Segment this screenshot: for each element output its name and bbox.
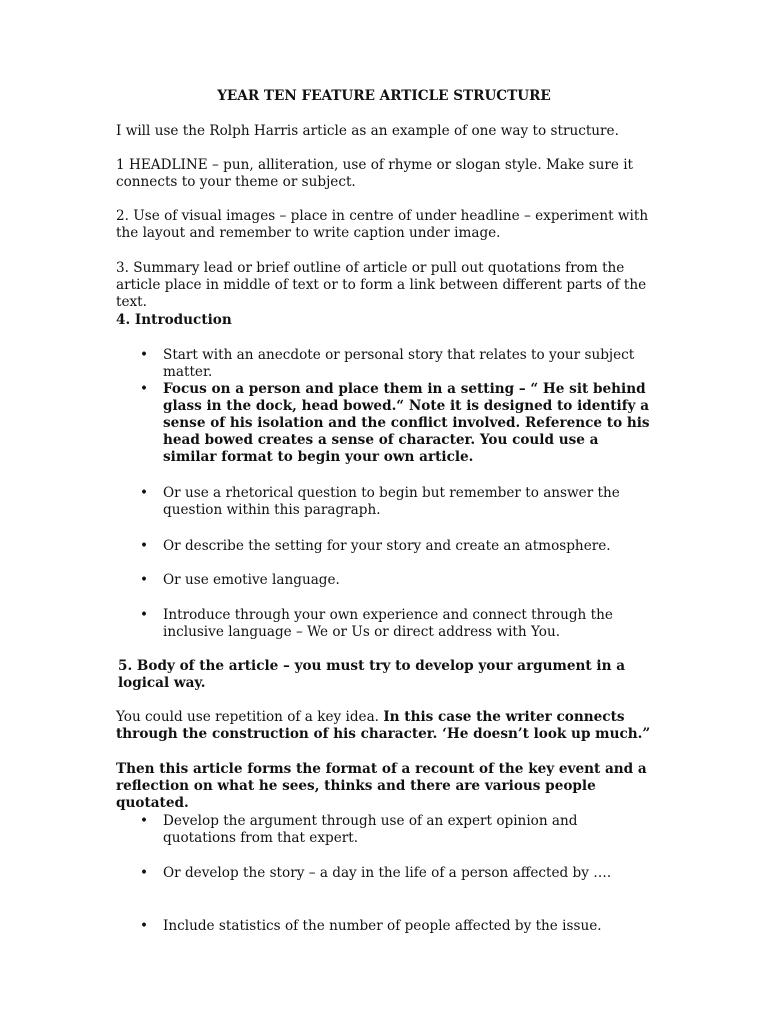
bullet-icon: • [140, 485, 149, 501]
summary-lead-paragraph: 3. Summary lead or brief outline of article or pull out quotations from the article place in middle of text or to form a link between different parts of the text. [116, 260, 647, 310]
bullet-icon: • [140, 607, 149, 623]
list-item-text: Or develop the story – a day in the life of a person affected by …. [163, 865, 612, 881]
intro-paragraph: I will use the Rolph Harris article as an example of one way to structure. [116, 123, 619, 139]
document-title: YEAR TEN FEATURE ARTICLE STRUCTURE [217, 88, 551, 104]
bullet-icon: • [140, 918, 149, 934]
list-item-text: Include statistics of the number of people affected by the issue. [163, 918, 602, 934]
bullet-icon: • [140, 572, 149, 588]
list-item-text: Focus on a person and place them in a setting – “ He sit behind glass in the dock, head bowed.“ Note it is designed to identify a sense of his isolation and the conflict involved. Reference to his head bowed creates a sense of character. You could use a similar format to begin your own article. [163, 381, 650, 465]
list-item-text: Start with an anecdote or personal story that relates to your subject matter. [163, 347, 635, 380]
repetition-paragraph [116, 709, 656, 743]
headline-paragraph: 1 HEADLINE – pun, alliteration, use of rhyme or slogan style. Make sure it connects to your theme or subject. [116, 157, 634, 190]
list-item-text: Or use a rhetorical question to begin but remember to answer the question within this paragraph. [163, 485, 620, 518]
repetition-bold-text: In this case the writer connects through the construction of his character. ‘He doesn’t look up much.” [116, 709, 651, 742]
bullet-icon: • [140, 347, 149, 363]
list-item-text: Introduce through your own experience and connect through the inclusive language – We or Us or direct address with You. [163, 607, 613, 640]
bullet-icon: • [140, 865, 149, 881]
visual-images-paragraph: 2. Use of visual images – place in centre of under headline – experiment with the layout and remember to write caption under image. [116, 208, 649, 241]
list-item-text: Or describe the setting for your story and create an atmosphere. [163, 538, 611, 554]
bullet-icon: • [140, 813, 149, 829]
section-4-heading: 4. Introduction [116, 312, 232, 328]
section-5-heading: 5. Body of the article – you must try to develop your argument in a logical way. [118, 658, 626, 691]
list-item-text: Develop the argument through use of an expert opinion and quotations from that expert. [163, 813, 578, 846]
repetition-plain-text: You could use repetition of a key idea. [116, 709, 384, 725]
bullet-icon: • [140, 538, 149, 554]
bullet-icon: • [140, 381, 149, 397]
list-item-text: Or use emotive language. [163, 572, 340, 588]
recount-paragraph: Then this article forms the format of a recount of the key event and a reflection on what he sees, thinks and there are various people quotated. [116, 761, 647, 811]
